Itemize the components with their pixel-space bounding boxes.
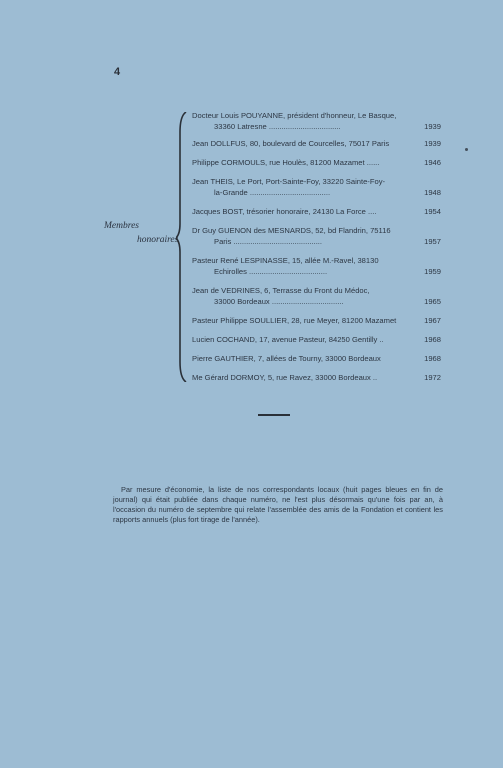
entry-line1: Dr Guy GUENON des MESNARDS, 52, bd Flandrin, 75116 xyxy=(192,226,391,235)
entry-year: 1968 xyxy=(424,354,441,363)
entry-year: 1967 xyxy=(424,316,441,325)
entry-year: 1965 xyxy=(424,297,441,306)
entry-line1: Jean de VEDRINES, 6, Terrasse du Front du Médoc, xyxy=(192,286,370,295)
entry-year: 1939 xyxy=(424,122,441,131)
entry-line1: Docteur Louis POUYANNE, président d'honneur, Le Basque, xyxy=(192,111,397,120)
entry-line1: Philippe CORMOULS, rue Houlès, 81200 Mazamet ...... xyxy=(192,158,380,167)
entry-line2: Paris .......................................... xyxy=(214,237,323,246)
entry-year: 1972 xyxy=(424,373,441,382)
list-item xyxy=(192,372,441,383)
list-item xyxy=(192,334,441,345)
entry-year: 1954 xyxy=(424,207,441,216)
curly-brace xyxy=(176,112,188,382)
entry-line1: Me Gérard DORMOY, 5, rue Ravez, 33000 Bordeaux .. xyxy=(192,373,378,382)
entry-year: 1957 xyxy=(424,237,441,246)
entry-line1: Pasteur Philippe SOULLIER, 28, rue Meyer, 81200 Mazamet xyxy=(192,316,397,325)
members-label-line2: honoraires xyxy=(137,235,179,245)
entry-year: 1946 xyxy=(424,158,441,167)
list-item xyxy=(192,225,441,247)
list-item xyxy=(192,315,441,326)
members-label-line1: Membres xyxy=(104,221,139,231)
honorary-members-list xyxy=(192,110,441,383)
list-item xyxy=(192,255,441,277)
list-item xyxy=(192,353,441,364)
entry-line1: Jacques BOST, trésorier honoraire, 24130 La Force .... xyxy=(192,207,377,216)
members-honoraires-label xyxy=(104,219,178,247)
entry-year: 1948 xyxy=(424,188,441,197)
entry-line1: Pasteur René LESPINASSE, 15, allée M.-Ravel, 38130 xyxy=(192,256,379,265)
list-item xyxy=(192,206,441,217)
entry-line2: la-Grande ...................................... xyxy=(214,188,331,197)
entry-line2: Echirolles ..................................... xyxy=(214,267,328,276)
section-divider xyxy=(258,414,290,416)
list-item xyxy=(192,176,441,198)
entry-line2: 33000 Bordeaux .................................. xyxy=(214,297,344,306)
entry-line1: Lucien COCHAND, 17, avenue Pasteur, 84250 Gentilly .. xyxy=(192,335,384,344)
list-item xyxy=(192,285,441,307)
list-item xyxy=(192,110,441,132)
footnote-paragraph: Par mesure d'économie, la liste de nos correspondants locaux (huit pages bleues en fin de journal) qui était publiée dans chaque numéro, ne l'est plus désormais qu'une fois par an, à l'occasion du numéro de septembre qui relate l'assemblée des amis de la Fondation et contient les rapports annuels (plus fort tirage de l'année). xyxy=(113,485,443,525)
entry-year: 1968 xyxy=(424,335,441,344)
entry-line1: Jean THEIS, Le Port, Port-Sainte-Foy, 33220 Sainte-Foy- xyxy=(192,177,386,186)
entry-line1: Pierre GAUTHIER, 7, allées de Tourny, 33000 Bordeaux xyxy=(192,354,381,363)
list-item xyxy=(192,138,441,149)
paper-speck xyxy=(465,148,468,151)
entry-line2: 33360 Latresne .................................. xyxy=(214,122,341,131)
page-number: 4 xyxy=(114,66,121,78)
list-item xyxy=(192,157,441,168)
entry-line1: Jean DOLLFUS, 80, boulevard de Courcelles, 75017 Paris xyxy=(192,139,390,148)
entry-year: 1959 xyxy=(424,267,441,276)
entry-year: 1939 xyxy=(424,139,441,148)
